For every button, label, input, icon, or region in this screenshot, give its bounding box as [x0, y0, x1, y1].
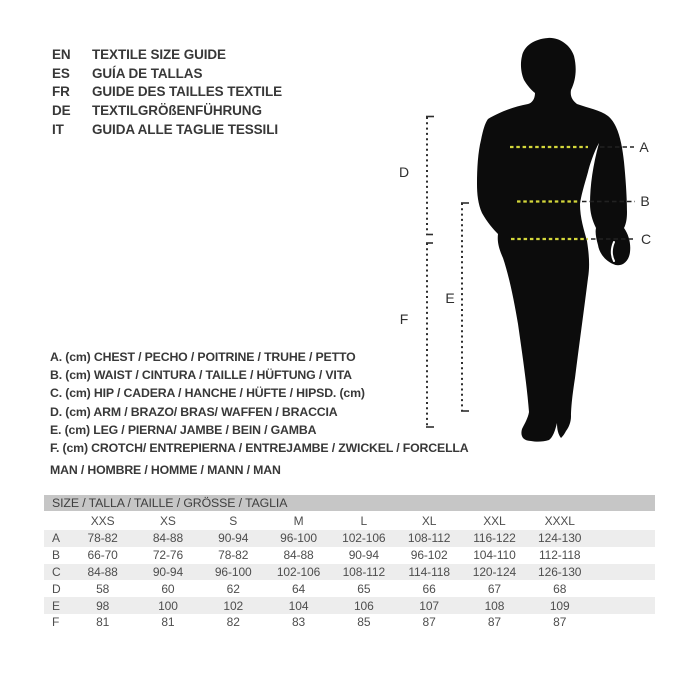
cell-value: 67 — [487, 581, 501, 596]
cell-value: 98 — [96, 598, 110, 613]
waist-label: B — [640, 193, 650, 209]
cell-value: 116-122 — [473, 531, 516, 546]
cell-value: 64 — [291, 581, 306, 596]
row-label: D — [52, 581, 61, 596]
cell-value: 62 — [226, 581, 240, 596]
legend-line-leg: E. (cm) LEG / PIERNA/ JAMBE / BEIN / GAMBA — [50, 422, 317, 437]
cell-value: 85 — [357, 615, 371, 630]
cell-value: 66-70 — [87, 548, 118, 563]
cell-value: 78-82 — [87, 531, 118, 546]
language-code: ES — [52, 65, 70, 81]
cell-value: 81 — [161, 615, 175, 630]
cell-value: 96-102 — [410, 548, 448, 563]
cell-value: 107 — [419, 598, 439, 613]
cell-value: 90-94 — [218, 531, 249, 546]
cell-value: 90-94 — [348, 548, 379, 563]
cell-value: 114-118 — [408, 564, 450, 579]
cell-value: 72-76 — [152, 548, 184, 563]
column-header-m: M — [293, 513, 304, 528]
cell-value: 90-94 — [152, 564, 184, 579]
cell-value: 78-82 — [218, 548, 249, 563]
row-label: E — [52, 598, 60, 613]
language-title: GUÍA DE TALLAS — [92, 65, 203, 81]
leg-label: E — [445, 290, 455, 306]
legend-line-chest: A. (cm) CHEST / PECHO / POITRINE / TRUHE / PETTO — [50, 350, 356, 365]
column-header-s: S — [229, 513, 238, 528]
cell-value: 100 — [158, 598, 178, 613]
table-row-a — [44, 530, 655, 547]
column-header-l: L — [360, 513, 368, 528]
cell-value: 102-106 — [276, 564, 321, 579]
cell-value: 108-112 — [407, 531, 451, 546]
cell-value: 102 — [223, 598, 244, 613]
table-row-f — [44, 614, 655, 631]
column-header-xl: XL — [421, 513, 437, 528]
cell-value: 120-124 — [472, 564, 517, 579]
row-label: A — [52, 531, 60, 546]
row-label: B — [52, 548, 60, 563]
table-row-b — [44, 547, 655, 564]
language-code: FR — [52, 84, 70, 100]
gender-heading: MAN / HOMBRE / HOMME / MANN / MAN — [50, 463, 281, 477]
arm-label: D — [398, 164, 410, 180]
cell-value: 108 — [484, 598, 505, 613]
cell-value: 104-110 — [473, 548, 516, 563]
row-label: F — [52, 615, 60, 630]
size-table — [44, 495, 655, 631]
cell-value: 82 — [226, 615, 240, 630]
cell-value: 58 — [96, 581, 110, 596]
legend-line-crotch: F. (cm) CROTCH/ ENTREPIERNA / ENTREJAMBE / ZWICKEL / FORCELLA — [50, 441, 469, 456]
size-table-title: SIZE / TALLA / TAILLE / GRÖSSE / TAGLIA — [44, 495, 655, 511]
cell-value: 68 — [553, 581, 567, 596]
language-title: GUIDE DES TAILLES TEXTILE — [92, 84, 283, 100]
cell-value: 84-88 — [152, 531, 184, 546]
cell-value: 96-100 — [280, 531, 317, 546]
cell-value: 112-118 — [538, 548, 581, 563]
cell-value: 104 — [288, 598, 309, 613]
cell-value: 87 — [422, 615, 436, 630]
cell-value: 108-112 — [342, 564, 386, 579]
language-title: GUIDA ALLE TAGLIE TESSILI — [92, 121, 278, 137]
language-title: TEXTILE SIZE GUIDE — [92, 46, 226, 62]
cell-value: 84-88 — [87, 564, 118, 579]
cell-value: 106 — [353, 598, 374, 613]
table-row-e — [44, 597, 655, 614]
cell-value: 83 — [291, 615, 306, 630]
man-silhouette — [477, 38, 630, 442]
table-row-d — [44, 580, 655, 597]
column-header-xxl: XXL — [483, 513, 506, 528]
language-title: TEXTILGRÖßENFÜHRUNG — [92, 102, 262, 118]
legend-line-waist: B. (cm) WAIST / CINTURA / TAILLE / HÜFTUNG / VITA — [50, 368, 352, 383]
crotch-label: F — [399, 311, 409, 327]
size-table-column-headers — [44, 511, 655, 530]
measurement-legend — [50, 348, 469, 457]
language-code: EN — [52, 46, 71, 62]
cell-value: 126-130 — [538, 564, 582, 579]
cell-value: 102-106 — [342, 531, 386, 546]
cell-value: 87 — [553, 615, 567, 630]
language-code: DE — [52, 102, 71, 118]
language-code: IT — [52, 121, 64, 137]
legend-line-hip: C. (cm) HIP / CADERA / HANCHE / HÜFTE / HIPSD. (cm) — [50, 386, 365, 401]
cell-value: 60 — [161, 581, 175, 596]
column-header-xxxl: XXXL — [544, 513, 575, 528]
cell-value: 65 — [357, 581, 371, 596]
row-label: C — [52, 564, 61, 579]
hip-label: C — [640, 231, 652, 247]
chest-label: A — [639, 139, 649, 155]
cell-value: 87 — [487, 615, 501, 630]
cell-value: 66 — [422, 581, 436, 596]
column-header-xs: XS — [160, 513, 176, 528]
cell-value: 109 — [549, 598, 570, 613]
column-header-xxs: XXS — [90, 513, 115, 528]
legend-line-arm: D. (cm) ARM / BRAZO/ BRAS/ WAFFEN / BRACCIA — [50, 404, 338, 419]
cell-value: 96-100 — [214, 564, 252, 579]
cell-value: 81 — [96, 615, 110, 630]
table-row-c — [44, 564, 655, 581]
cell-value: 84-88 — [283, 548, 314, 563]
cell-value: 124-130 — [538, 531, 582, 546]
